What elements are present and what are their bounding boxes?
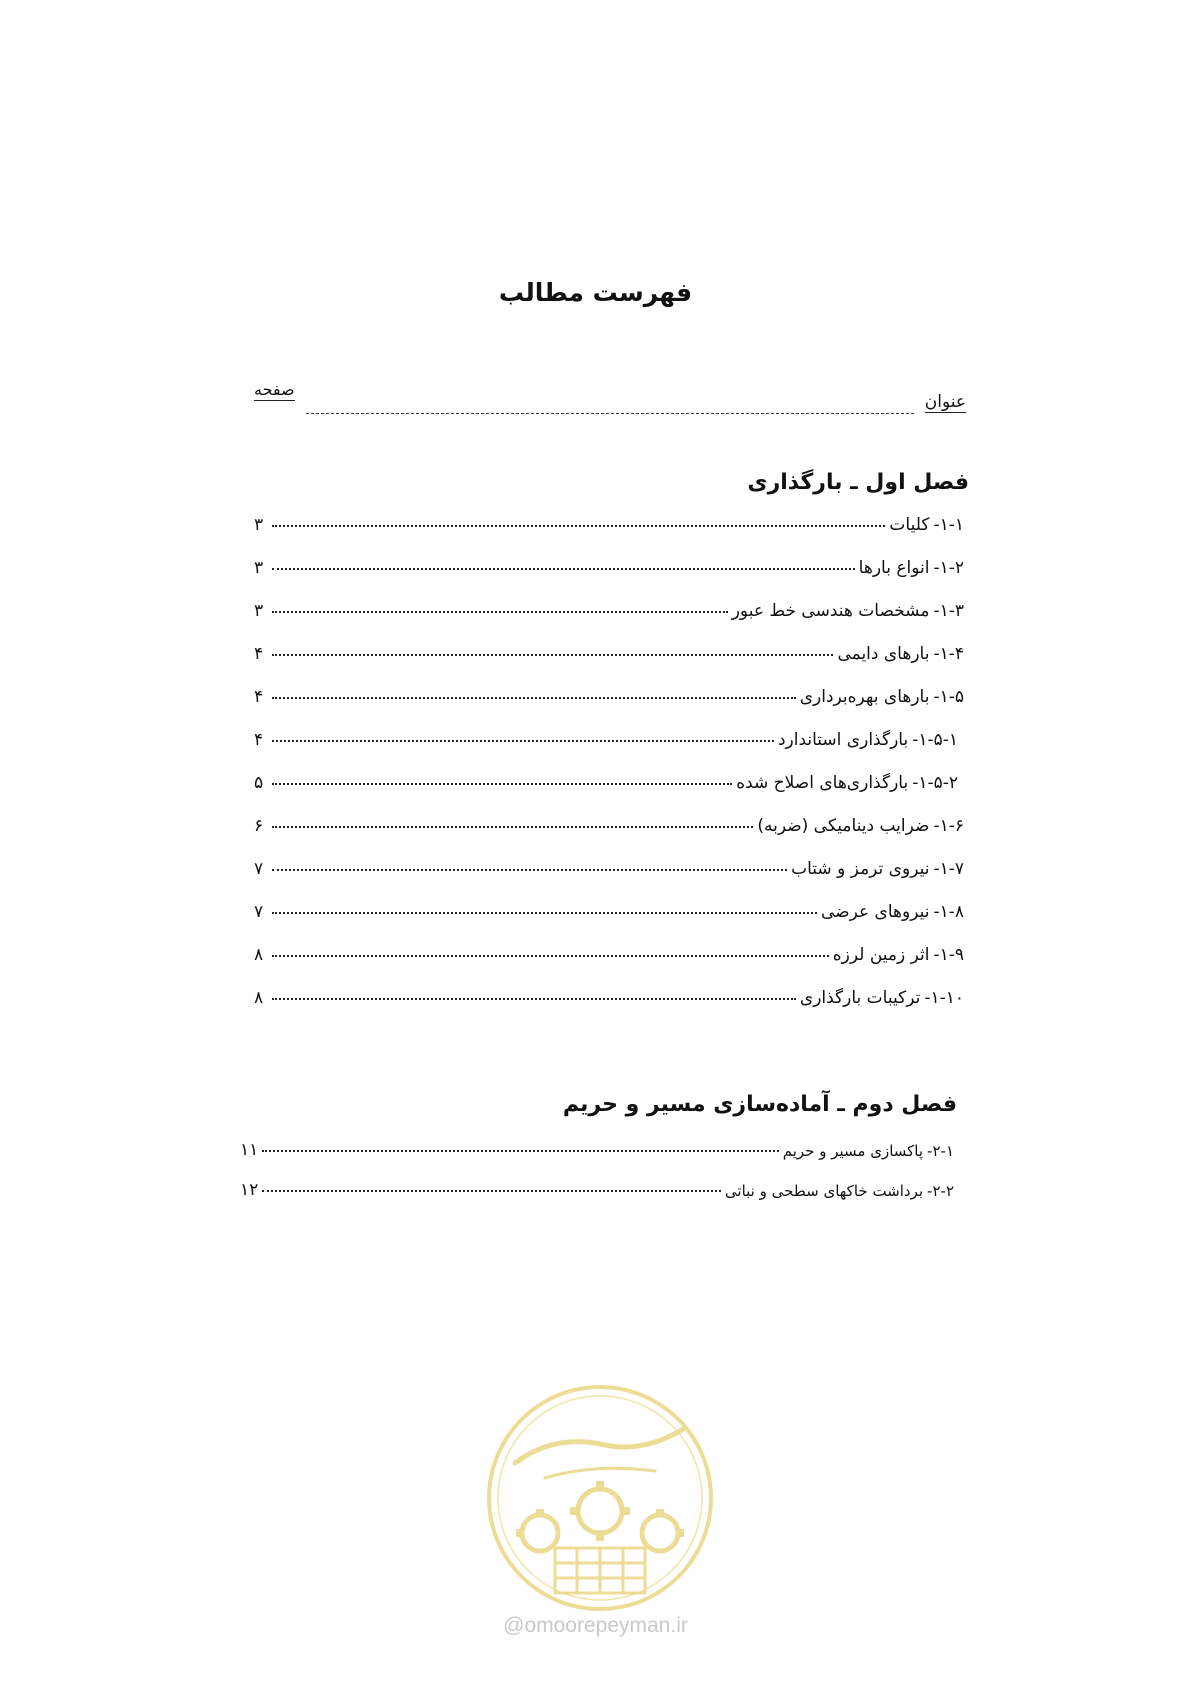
dot-leader (272, 998, 796, 1000)
dot-leader (272, 611, 728, 613)
toc-item-number: ۱-۴- (933, 644, 964, 664)
dot-leader (262, 1150, 778, 1152)
dot-leader (272, 955, 829, 957)
page-column-label: صفحه (254, 380, 295, 399)
toc-item-page: ۳ (254, 515, 264, 535)
dot-leader (272, 869, 787, 871)
toc-item-page: ۱۱ (240, 1140, 259, 1160)
toc-item-page: ۳ (254, 601, 264, 621)
toc-item-text: اثر زمین لرزه (832, 945, 930, 965)
toc-item-page: ۷ (254, 859, 264, 879)
toc-item-text: نیروی ترمز و شتاب (791, 859, 930, 879)
toc-item-number: ۱-۸- (933, 902, 964, 922)
toc-item-text: بارگذاری استاندارد (777, 730, 909, 750)
toc-item[interactable] (254, 677, 964, 707)
header-dash-line (306, 413, 914, 414)
watermark-url-text: omoorepeyman.ir (524, 1614, 688, 1637)
toc-item-text: برداشت خاکهای سطحی و نباتی (724, 1182, 924, 1200)
dot-leader (272, 740, 774, 742)
toc-item-text: ترکیبات بارگذاری (799, 988, 921, 1008)
toc-item-number: ۱-۵-۱- (912, 730, 958, 750)
toc-item[interactable] (254, 935, 964, 965)
toc-item-number: ۱-۷- (933, 859, 964, 879)
toc-item-text: نیروهای عرضی (821, 902, 930, 922)
toc-item-page: ۵ (254, 773, 264, 793)
toc-item[interactable] (254, 548, 964, 578)
toc-item[interactable] (254, 892, 964, 922)
toc-item-page: ۴ (254, 687, 264, 707)
toc-subitem[interactable] (254, 763, 958, 793)
dot-leader (272, 697, 796, 699)
toc-item-text: ضرایب دینامیکی (ضربه) (757, 816, 930, 836)
toc-item[interactable] (254, 806, 964, 836)
chapter-2-toc (240, 1130, 954, 1210)
toc-item-number: ۱-۱- (933, 515, 964, 535)
toc-item-number: ۲-۱- (927, 1142, 954, 1160)
toc-item-page: ۷ (254, 902, 264, 922)
watermark-url (0, 1614, 1191, 1638)
dot-leader (262, 1190, 721, 1192)
dot-leader (272, 568, 855, 570)
page-title: فهرست مطالب (498, 278, 693, 307)
toc-item[interactable] (254, 505, 964, 535)
toc-item-number: ۱-۶- (933, 816, 964, 836)
toc-item-page: ۶ (254, 816, 264, 836)
toc-item[interactable] (254, 978, 964, 1008)
toc-item-text: مشخصات هندسی خط عبور (731, 601, 930, 621)
toc-item-number: ۱-۵- (933, 687, 964, 707)
toc-item[interactable] (240, 1170, 954, 1200)
toc-item-text: کلیات (889, 515, 930, 535)
chapter-2-heading: فصل دوم ـ آماده‌سازی مسیر و حریم (562, 1092, 957, 1117)
toc-item-text: بارهای دایمی (837, 644, 930, 664)
toc-subitem[interactable] (254, 720, 958, 750)
toc-column-header (254, 380, 966, 420)
dot-leader (272, 654, 833, 656)
dot-leader (272, 912, 817, 914)
toc-item[interactable] (254, 849, 964, 879)
dot-leader (272, 525, 885, 527)
toc-item-page: ۸ (254, 945, 264, 965)
toc-item-number: ۱-۳- (933, 601, 964, 621)
toc-item-number: ۱-۹- (933, 945, 964, 965)
toc-item-text: انواع بارها (858, 558, 930, 578)
toc-item[interactable] (254, 591, 964, 621)
toc-item-page: ۳ (254, 558, 264, 578)
toc-item-page: ۴ (254, 730, 264, 750)
dot-leader (272, 826, 753, 828)
at-icon: @ (503, 1614, 525, 1637)
toc-item-page: ۱۲ (240, 1180, 259, 1200)
toc-item[interactable] (254, 634, 964, 664)
chapter-1-toc (254, 505, 964, 1015)
watermark-seal-logo (485, 1383, 715, 1613)
toc-item-number: ۱-۵-۲- (912, 773, 958, 793)
toc-item-text: پاکسازی مسیر و حریم (782, 1142, 924, 1160)
title-column-label: عنوان (924, 392, 966, 412)
chapter-1-heading: فصل اول ـ بارگذاری (747, 470, 969, 495)
toc-item-number: ۱-۱۰- (924, 988, 964, 1008)
toc-item-number: ۲-۲- (927, 1182, 954, 1200)
toc-item-number: ۱-۲- (933, 558, 964, 578)
toc-item-page: ۴ (254, 644, 264, 664)
toc-item-text: بارگذاری‌های اصلاح شده (736, 773, 909, 793)
toc-item-page: ۸ (254, 988, 264, 1008)
toc-item-text: بارهای بهره‌برداری (799, 687, 930, 707)
dot-leader (272, 783, 732, 785)
toc-item[interactable] (240, 1130, 954, 1160)
